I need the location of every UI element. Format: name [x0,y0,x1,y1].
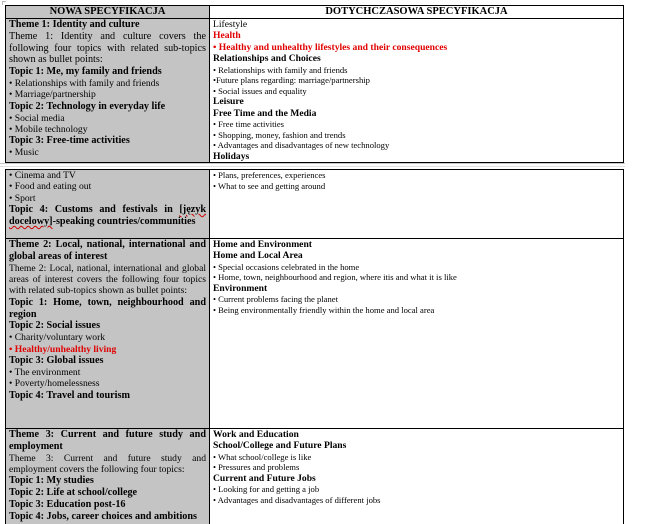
table-row-theme-1-continued [6,170,624,239]
subsection-heading-highlighted: Health [213,30,241,42]
bullet-item: • Music [9,147,39,159]
bullet-item: • Social issues and equality [213,85,307,96]
bullet-item: • Relationships with family and friends [9,77,160,89]
table-header-row [6,6,624,19]
subsection-heading: Relationships and Choices [213,53,321,65]
new-spec-cell-theme-3 [6,429,210,524]
spec-comparison-table-page-1 [5,5,624,163]
section-heading: Home and Environment [213,239,312,250]
theme-1-title: Theme 1: Identity and culture [9,19,140,30]
topic-heading: Topic 1: My studies [9,475,94,487]
new-spec-cell-theme-1-continued [6,170,210,239]
old-spec-cell-theme-1 [210,19,624,163]
spec-comparison-table-page-2 [5,169,624,524]
bullet-item: • Special occasions celebrated in the home [213,261,360,272]
page-break-line [0,166,625,167]
bullet-item-highlighted: • Healthy and unhealthy lifestyles and their consequences [213,41,448,53]
subsection-heading: Environment [213,283,268,294]
bullet-item: • The environment [9,366,81,378]
topic-heading [9,204,206,228]
topic-heading: Topic 3: Global issues [9,355,104,367]
theme-2-description: Theme 2: Local, national, international and global areas of interest covers the following four topics with related sub-topics shown as bullet points: [9,262,206,297]
subsection-heading: Free Time and the Media [213,107,317,119]
topic-heading: Topic 2: Life at school/college [9,487,138,499]
table-row-theme-3 [6,429,624,524]
table-row-theme-1 [6,19,624,163]
topic-heading: Topic 3: Education post-16 [9,499,126,510]
bullet-item: • Advantages and disadvantages of new technology [213,140,390,151]
new-spec-cell-theme-1 [6,19,210,163]
bullet-item: • Home, town, neighbourhood and region, where itis and what it is like [213,272,457,283]
bullet-item: • What to see and getting around [213,180,326,191]
spellcheck-flagged-text: [język docelowy] [9,204,206,228]
page-break-line [0,163,625,164]
theme-3-title: Theme 3: Current and future study and employment [9,429,206,452]
old-spec-cell-theme-3 [210,429,624,524]
subsection-heading: Current and Future Jobs [213,473,316,484]
bullet-item: • Advantages and disadvantages of different jobs [213,495,381,505]
bullet-item: • Mobile technology [9,124,88,135]
bullet-item: • Charity/voluntary work [9,332,106,344]
topic-4-prefix: Topic 4: Customs and festivals in [9,204,180,216]
topic-heading: Topic 2: Technology in everyday life [9,100,166,112]
bullet-item: • Marriage/partnership [9,89,96,101]
bullet-item: • Poverty/homelessness [9,378,100,390]
table-row-theme-2 [6,239,624,429]
bullet-item: •Future plans regarding: marriage/partnership [213,75,370,86]
new-spec-cell-theme-2 [6,239,210,429]
header-old-spec: DOTYCHCZASOWA SPECYFIKACJA [210,6,624,19]
bullet-item: • Being environmentally friendly within the home and local area [213,305,435,315]
subsection-heading: Home and Local Area [213,250,303,262]
old-spec-cell-theme-2 [210,239,624,429]
bullet-item: • Social media [9,112,65,124]
bullet-item: • What school/college is like [213,451,312,462]
bullet-item: • Current problems facing the planet [213,294,338,305]
bullet-item: • Cinema and TV [9,170,76,181]
topic-heading: Topic 3: Free-time activities [9,135,130,147]
bullet-item: • Free time activities [213,119,285,130]
theme-3-description: Theme 3: Current and future study and employment covers the following four topics: [9,452,206,475]
bullet-item: • Plans, preferences, experiences [213,170,326,180]
bullet-item: • Pressures and problems [213,462,300,473]
theme-1-description: Theme 1: Identity and culture covers the following four topics with related sub-topics shown as bullet points: [9,30,206,66]
section-heading: Work and Education [213,429,299,440]
bullet-item-highlighted: • Healthy/unhealthy living [9,343,117,355]
topic-heading: Topic 1: Me, my family and friends [9,66,162,78]
old-spec-cell-theme-1-continued [210,170,624,239]
bullet-item: • Looking for and getting a job [213,484,320,495]
bullet-item: • Food and eating out [9,181,92,193]
topic-heading: Topic 2: Social issues [9,320,101,332]
topic-heading: Topic 1: Home, town, neighbourhood and region [9,296,206,320]
topic-heading: Topic 4: Jobs, career choices and ambitions [9,510,198,522]
bullet-item: • Sport [9,192,36,204]
section-heading: Leisure [213,96,244,108]
subsection-heading: School/College and Future Plans [213,440,347,452]
bullet-item: • Shopping, money, fashion and trends [213,129,346,140]
topic-heading: Topic 4: Travel and tourism [9,389,130,401]
bullet-item: • Relationships with family and friends [213,64,348,75]
theme-2-title: Theme 2: Local, national, international and global areas of interest [9,239,206,262]
section-heading: Lifestyle [213,19,248,30]
section-heading: Holidays [213,151,250,162]
header-new-spec: NOWA SPECYFIKACJA [6,6,210,19]
topic-4-suffix: -speaking countries/communities [52,216,196,228]
